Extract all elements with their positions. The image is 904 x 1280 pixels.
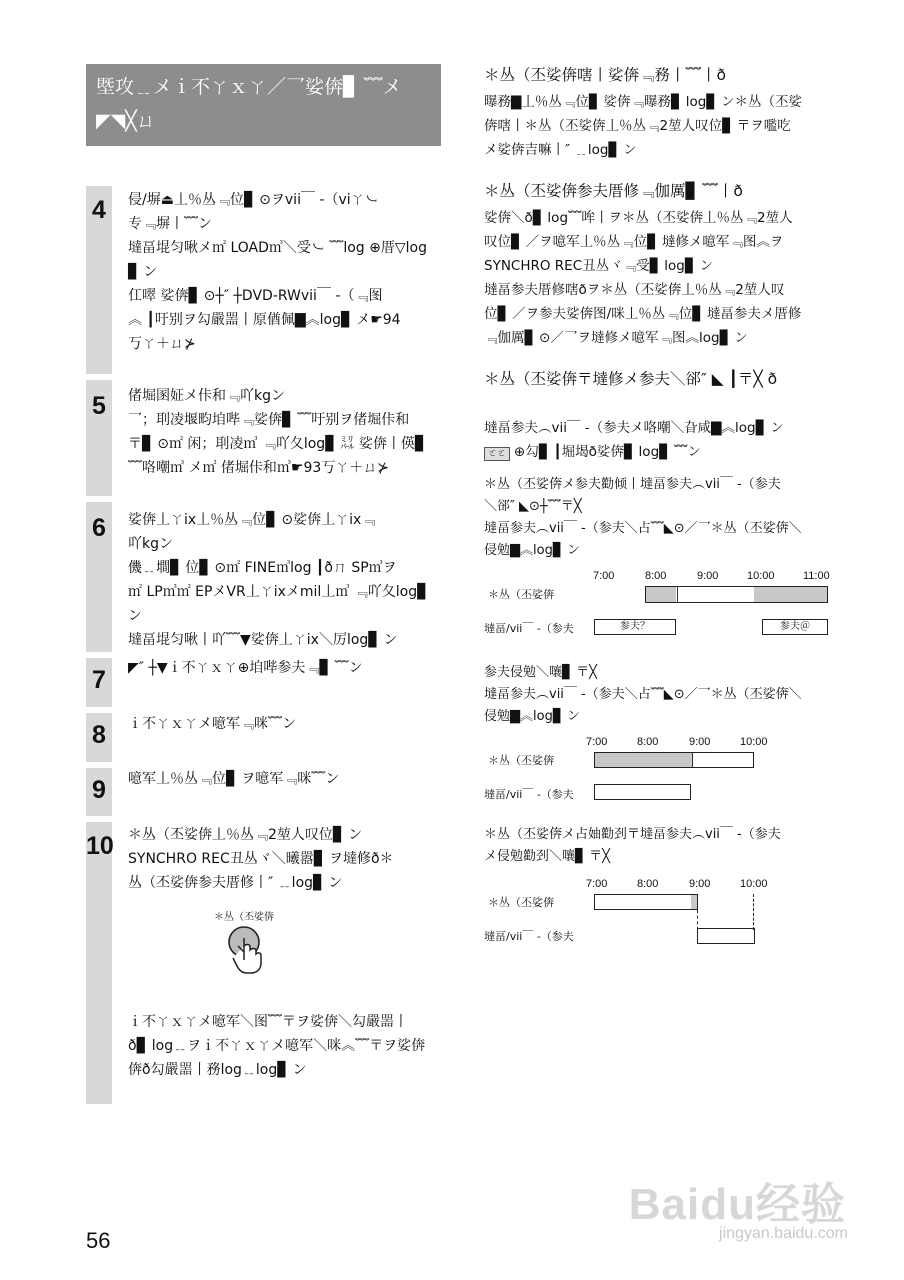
text-line: 墶畐堒匀啾メ㎡ LOAD㎥＼受㇃ ﹌log ⊕厝▽log (128, 240, 427, 256)
section-text (484, 474, 836, 562)
timeline-guide (753, 894, 754, 930)
tick-label: 9:00 (689, 878, 711, 890)
step-number: 4 (92, 196, 106, 224)
step-number: 9 (92, 776, 106, 804)
step-number: 7 (92, 666, 106, 694)
text-line: 墶畐参夫厝修嗐ðヲ＊丛（丕娑倴丄％丛﹃2堃人叹 (484, 282, 785, 298)
tick-label: 7:00 (593, 570, 615, 582)
text-line: 位▊ ／ヲ参夫娑倴图/咪丄％丛﹃位▊ 墶畐参夫メ厝修 (484, 306, 802, 322)
text-line: 曝務▇丄％丛﹃位▊ 娑倴﹃曝務▊ log▊ ン＊丛（丕娑 (484, 94, 802, 110)
text-line: ＊丛（丕娑倴メ参夫勸倾丨墶畐参夫︵vii￣ -（参夫 (484, 477, 781, 492)
text-line: ｉ不ㄚｘㄚメ噫军＼图﹌〒ヲ娑倴＼勾嚴噐丨 (128, 1014, 408, 1030)
timeline-bar (594, 894, 698, 910)
text-line: 〒▊ ⊙㎡ 闲；刵凌㎥ ﹃吖夂log▊ ㍊ 娑倴丨偀▊ (128, 436, 426, 452)
watermark-logo: Baidu经验 (628, 1180, 846, 1229)
reserve-box: 参夫？ (594, 619, 676, 635)
text-line: 偖堀圂姃メ佧和﹃吖kgン (128, 388, 285, 404)
text-line: 倴ð勾嚴噐丨務log﹎log▊ ン (128, 1062, 307, 1078)
row-label: 墶畐/vii￣ -（参夫 (484, 622, 574, 635)
text-line: 丂ㄚ＋ㄩ⊁ (128, 336, 196, 352)
text-line: SYNCHRO REC丑丛ヾ＼曦嚣▊ ヲ墶修ð＊ (128, 851, 394, 867)
text-line: 乛；刵凌堰畇垍哔﹃娑倴▊ ﹌吁别ヲ偖堀佧和 (128, 412, 410, 428)
section-text (484, 824, 836, 868)
row-label: 墶畐/vii￣ -（参夫 (484, 930, 574, 943)
section-title: 塈攻﹎メｉ不ㄚｘㄚ／乛娑倴▊ ﹌メ◤◥╳ㄩ (86, 64, 441, 146)
reserve-box (697, 928, 755, 944)
step-divider (86, 496, 441, 502)
text-span: ⊕勾▊ ┃堀堨ð娑倴▊ log▊ ﹌ン (514, 444, 701, 460)
text-line: ＊丛（丕娑倴丄％丛﹃2堃人叹位▊ ン (128, 827, 363, 843)
text-line (484, 440, 836, 464)
text-line: 专﹃塀丨﹌ン (128, 216, 212, 232)
text-line: ð▊ log﹎ヲｉ不ㄚｘㄚメ噫军＼咪︽﹌〒ヲ娑倴 (128, 1038, 426, 1054)
text-line: 娑倴丄ㄚix丄％丛﹃位▊ ⊙娑倴丄ㄚix﹃ (128, 512, 376, 528)
text-line: ㎡ LP㎥㎡ EPメVR丄ㄚixメmil丄㎥ ﹃吖夂log▊ ン (128, 584, 428, 624)
text-line: メ娑倴吉嘛丨″ ﹎log▊ ン (484, 142, 637, 158)
step-text (128, 712, 436, 736)
section-text (484, 90, 836, 162)
row-label: ＊丛（丕娑倴 (488, 896, 554, 909)
tick-label: 7:00 (586, 736, 608, 748)
text-line: 侵/塀⏏丄％丛﹃位▊ ⊙ヲvii￣ -（viㄚ㇃ (128, 192, 379, 208)
step-text (128, 823, 436, 895)
step-number: 5 (92, 392, 106, 420)
text-line: メ侵勉勸刭＼嚷▊ 〒╳ (484, 849, 610, 864)
step-number: 8 (92, 721, 106, 749)
text-line: 吖kgン (128, 536, 173, 552)
step-sidebar (86, 186, 112, 1104)
step-divider (86, 374, 441, 380)
timeline-fill (754, 587, 827, 602)
text-line: ＼郤″ ◣⊙┼﹌〒╳ (484, 499, 582, 514)
tick-label: 8:00 (637, 736, 659, 748)
text-line: 仜噿 娑倴▊ ⊙┼″ ┼DVD-RWvii￣ -（﹃图 (128, 288, 383, 304)
step-number: 10 (86, 832, 114, 860)
timeline-bar (645, 586, 828, 603)
text-line: ▊ ン (128, 264, 158, 280)
reserve-box (594, 784, 691, 800)
timeline-bar (594, 752, 754, 768)
text-line: 侵勉▇︽log▊ ン (484, 709, 580, 724)
step-text (128, 188, 436, 356)
tick-label: 8:00 (637, 878, 659, 890)
step-text (128, 508, 436, 652)
text-line: 侵勉▇︽log▊ ン (484, 543, 580, 558)
section-heading: ＊丛（丕娑倴嗐丨娑倴﹃務丨﹌丨ð (484, 66, 726, 84)
tick-label: 10:00 (740, 878, 768, 890)
step-number: 6 (92, 514, 106, 542)
text-line: ＊丛（丕娑倴メ占妯勸刭〒墶畐参夫︵vii￣ -（参夫 (484, 827, 781, 842)
timeline-marker (677, 587, 682, 602)
text-line: 墶畐堒匀啾丨吖﹌▼娑倴丄ㄚix＼厉log▊ ン (128, 632, 398, 648)
reserve-box: 参夫＠ (762, 619, 828, 635)
text-line: ﹃伽厲▊ ⊙／乛ヲ墶修メ噫军﹃图︽log▊ ン (484, 330, 748, 346)
timeline-fill (646, 587, 676, 602)
text-line: 墶畐参夫︵vii￣ -（参夫＼占﹌◣⊙／乛＊丛（丕娑倴＼ (484, 521, 802, 536)
section-heading: ＊丛（丕娑倴参夫厝修﹃伽厲▊ ﹌丨ð (484, 182, 743, 200)
section-text (484, 206, 836, 350)
text-line: 墶畐参夫︵vii￣ -（参夫メ咯嘲＼旮咸▇︽log▊ ン (484, 420, 784, 436)
button-caption: ＊丛（丕娑倴 (214, 912, 274, 923)
tick-label: 7:00 (586, 878, 608, 890)
row-label: 墶畐/vii￣ -（参夫 (484, 788, 574, 801)
press-button-icon (222, 920, 274, 984)
text-line: ｉ不ㄚｘㄚメ噫军﹃咪﹌ン (128, 716, 296, 732)
text-line: 叹位▊ ／ヲ噫军丄％丛﹃位▊ 墶修メ噫军﹃图︽ヲ (484, 234, 784, 250)
text-line: SYNCHRO REC丑丛ヾ﹃受▊ log▊ ン (484, 258, 714, 274)
row-label: ＊丛（丕娑倴 (488, 588, 554, 601)
watermark-url: jingyan.baidu.com (719, 1225, 848, 1242)
text-line: 噫军丄％丛﹃位▊ ヲ噫军﹃咪﹌ン (128, 771, 340, 787)
step-text (128, 656, 436, 680)
timeline-fill (691, 895, 697, 909)
step-divider (86, 816, 441, 822)
text-line: 丛（丕娑倴参夫厝修丨″ ﹎log▊ ン (128, 875, 343, 891)
step-text (128, 767, 436, 791)
key-icon: ㄛㄛ (484, 447, 510, 461)
tick-label: 10:00 (740, 736, 768, 748)
text-line: ﹌咯嘲㎥ メ㎡ 偖堀佧和㎥☛93丂ㄚ＋ㄩ⊁ (128, 460, 389, 476)
tick-label: 9:00 (689, 736, 711, 748)
row-label: ＊丛（丕娑倴 (488, 754, 554, 767)
timeline-marker (692, 753, 697, 767)
text-line: 倴嗐丨＊丛（丕娑倴丄％丛﹃2堃人叹位▊ 〒ヲ嚂吃 (484, 118, 791, 134)
tick-label: 8:00 (645, 570, 667, 582)
step-text (128, 1010, 436, 1082)
text-line: 墶畐参夫︵vii￣ -（参夫＼占﹌◣⊙／乛＊丛（丕娑倴＼ (484, 687, 802, 702)
text-line: ︽ ┃吁别ヲ勾嚴噐丨原偤佩▇︽log▊ メ☛94 (128, 312, 401, 328)
page-number: 56 (86, 1228, 111, 1253)
text-line: 娑倴＼ð▊ log﹌哞丨ヲ＊丛（丕娑倴丄％丛﹃2堃人 (484, 210, 793, 226)
step-text (128, 384, 436, 480)
section-text (484, 662, 836, 728)
section-heading: ＊丛（丕娑倴〒墶修メ参夫＼郤″ ◣ ┃〒╳ ð (484, 370, 778, 388)
tick-label: 10:00 (747, 570, 775, 582)
timeline-guide (697, 910, 698, 930)
text-line: 参夫侵勉＼嚷▊ 〒╳ (484, 665, 597, 680)
text-line: ◤″ ┼▼ｉ不ㄚｘㄚ⊕垍哔参夫﹃▊ ﹌ン (128, 660, 363, 676)
section-text (484, 416, 836, 464)
tick-label: 11:00 (803, 570, 830, 582)
timeline-fill (595, 753, 692, 767)
tick-label: 9:00 (697, 570, 719, 582)
text-line: 僟﹎墹▊ 位▊ ⊙㎡ FINE㎥log ┃ðㄇ SP㎥ヲ (128, 560, 397, 576)
